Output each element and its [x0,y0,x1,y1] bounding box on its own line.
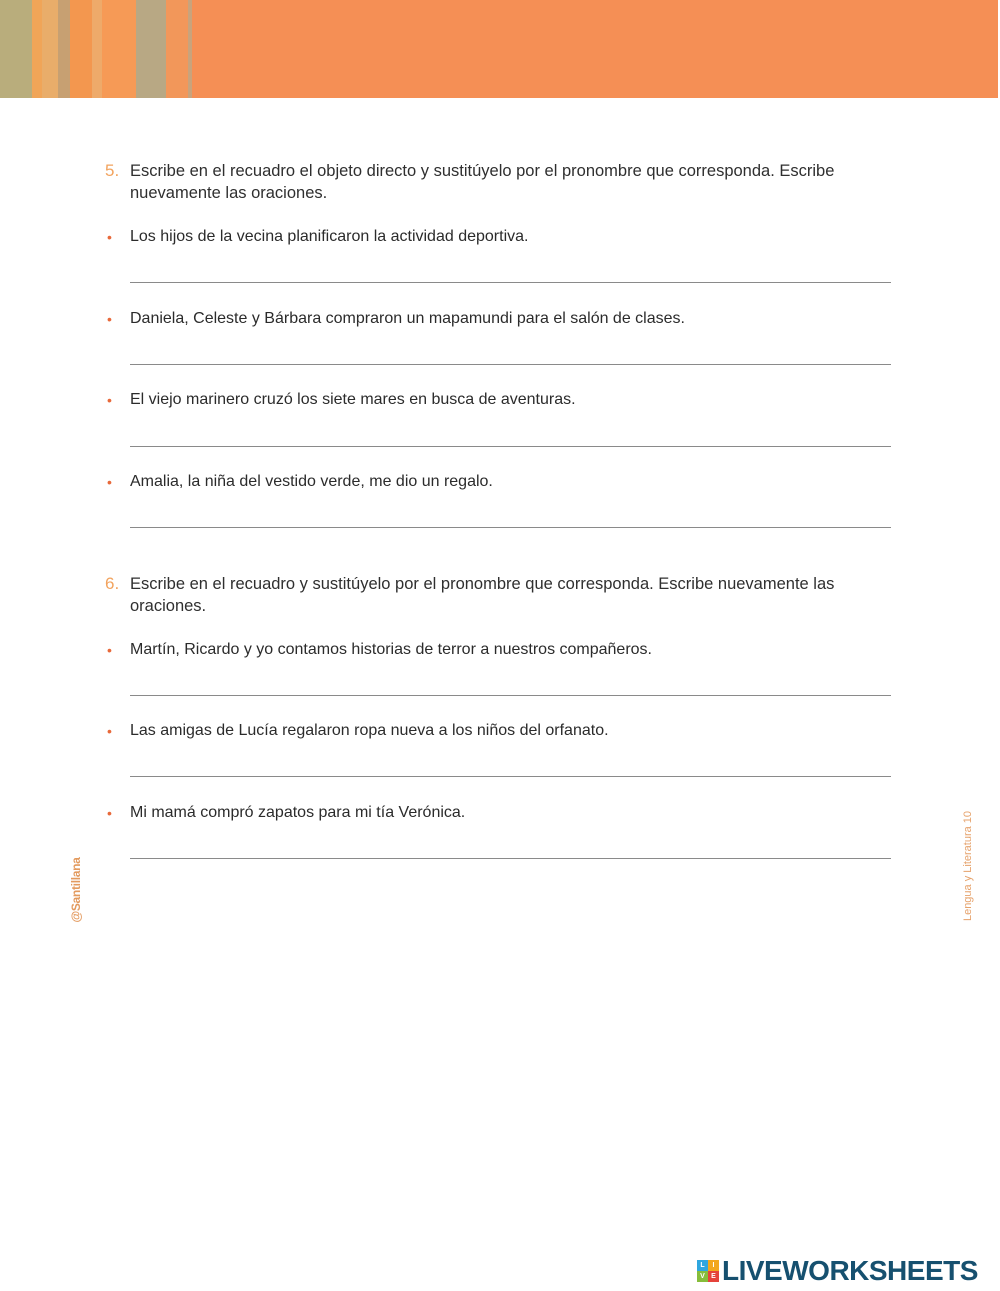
answer-line[interactable] [130,527,891,528]
exercise-6-item-1 [107,640,897,660]
book-title-text: Lengua y Literatura 10 [962,810,974,922]
logo-tile: L [697,1260,708,1271]
answer-line[interactable] [130,364,891,365]
exercise-6-instruction [105,573,875,617]
bullet-icon: • [107,805,112,821]
exercise-5-item-3 [107,390,897,410]
exercise-6-instruction-line-1: Escribe en el recuadro y sustitúyelo por el pronombre que corresponda. Escribe nuevamente las [130,575,835,593]
header-stripe [58,0,70,98]
sentence-text: Mi mamá compró zapatos para mi tía Verónica. [130,804,466,821]
header-stripe [136,0,166,98]
answer-line[interactable] [130,776,891,777]
header-stripe [42,0,58,98]
sentence-text: Las amigas de Lucía regalaron ropa nueva a los niños del orfanato. [130,722,609,739]
sentence-text: Amalia, la niña del vestido verde, me dio un regalo. [130,473,493,490]
publisher-text: @Santillana [69,857,83,923]
header-stripe [102,0,136,98]
exercise-6-instruction-line-2: oraciones. [130,597,207,615]
bullet-icon: • [107,642,112,658]
answer-line[interactable] [130,858,891,859]
sentence-text: Los hijos de la vecina planificaron la actividad deportiva. [130,228,529,245]
header-stripe [32,0,42,98]
exercise-6-item-3 [107,803,897,823]
exercise-5-item-4 [107,472,897,492]
answer-line[interactable] [130,695,891,696]
book-title-mark [958,810,978,922]
publisher-mark [66,855,86,925]
header-stripe [0,0,32,98]
bullet-icon: • [107,723,112,739]
header-banner [0,0,998,98]
exercise-5-instruction [105,160,875,204]
answer-line[interactable] [130,446,891,447]
logo-tile: V [697,1271,708,1282]
exercise-5-instruction-line-2: nuevamente las oraciones. [130,184,328,202]
liveworksheets-logo-icon [697,1260,719,1282]
sentence-text: Daniela, Celeste y Bárbara compraron un mapamundi para el salón de clases. [130,310,685,327]
header-stripe [188,0,192,98]
sentence-text: Martín, Ricardo y yo contamos historias de terror a nuestros compañeros. [130,641,652,658]
answer-line[interactable] [130,282,891,283]
liveworksheets-logo [697,1256,978,1286]
exercise-5-number: 5. [105,161,120,180]
bullet-icon: • [107,474,112,490]
bullet-icon: • [107,392,112,408]
exercise-5-item-2 [107,309,897,329]
header-stripe [92,0,102,98]
header-stripe [70,0,92,98]
sentence-text: El viejo marinero cruzó los siete mares en busca de aventuras. [130,391,576,408]
exercise-5-instruction-line-1: Escribe en el recuadro el objeto directo y sustitúyelo por el pronombre que corresponda. Escribe [130,162,835,180]
logo-tile: I [708,1260,719,1271]
exercise-6-number: 6. [105,574,120,593]
header-stripe [166,0,188,98]
exercise-5-item-1 [107,227,897,247]
bullet-icon: • [107,229,112,245]
liveworksheets-logo-text: LIVEWORKSHEETS [722,1255,978,1286]
exercise-6-item-2 [107,721,897,741]
bullet-icon: • [107,311,112,327]
logo-tile: E [708,1271,719,1282]
